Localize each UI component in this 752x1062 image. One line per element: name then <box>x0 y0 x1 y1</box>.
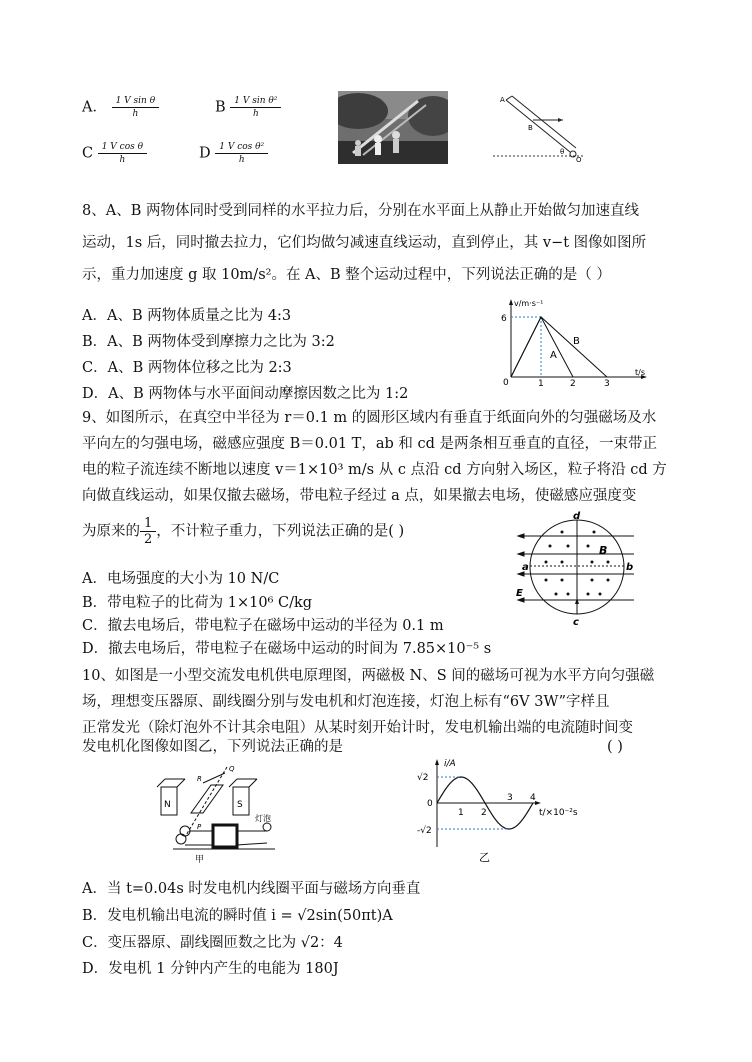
q8-graph-x1: 1 <box>538 379 544 387</box>
q10-graph-x1: 1 <box>458 808 464 818</box>
q9-stem-line-1: 9、如图所示，在真空中半径为 r＝0.1 m 的圆形区域内有垂直于纸面向外的匀强磁场及水 <box>82 410 657 426</box>
q8-stem-line-3: 示，重力加速度 g 取 10m/s²。在 A、B 整个运动过程中，下列说法正确的是（ ） <box>82 267 611 283</box>
q9-option-b: B．带电粒子的比荷为 1×10⁶ C/kg <box>82 595 313 611</box>
q10-label-n: N <box>164 800 171 810</box>
q7-label-a: A <box>500 96 505 104</box>
q8-option-b: B．A、B 两物体受到摩擦力之比为 3:2 <box>82 334 335 350</box>
q9-option-c: C．撤去电场后，带电粒子在磁场中运动的半径为 0.1 m <box>82 618 444 634</box>
q9-label-bfield: B <box>599 544 608 557</box>
q10-graph-x0: 0 <box>427 799 433 809</box>
q8-graph-ylabel: v/m·s⁻¹ <box>514 299 544 308</box>
q9-field-diagram <box>510 508 645 626</box>
q10-graph-x3: 3 <box>507 793 513 803</box>
q8-graph-xlabel: t/s <box>635 368 645 377</box>
q8-option-c: C．A、B 两物体位移之比为 2:3 <box>82 360 292 376</box>
q8-graph-x0: 0 <box>503 378 509 387</box>
q7-option-d-fraction: $\frac{\text{1 V cos θ²}}{h}$ <box>215 141 268 166</box>
q7-label-theta: θ <box>560 148 565 156</box>
q8-option-a: A．A、B 两物体质量之比为 4:3 <box>82 308 292 324</box>
q7-option-a: A． $\frac{\text{1 V sin θ}}{h}$ <box>82 95 159 120</box>
q9-label-b: b <box>626 562 634 573</box>
q8-graph-y6: 6 <box>501 314 507 324</box>
q8-stem-line-2: 运动，1s 后，同时撤去拉力，它们均做匀减速直线运动，直到停止，其 v−t 图像如图所 <box>82 235 647 251</box>
q10-stem-line-2: 场，理想变压器原、副线圈分别与发电机和灯泡连接，灯泡上标有“6V 3W”字样且 <box>82 694 610 710</box>
q8-option-d: D．A、B 两物体与水平面间动摩擦因数之比为 1:2 <box>82 386 409 402</box>
q8-graph-x2: 2 <box>570 379 576 387</box>
q10-stem-line-1: 10、如图是一小型交流发电机供电原理图，两磁极 N、S 间的磁场可视为水平方向匀强磁 <box>82 668 655 684</box>
q10-current-graph <box>417 755 617 867</box>
q7-photo-drawing <box>338 91 448 164</box>
q9-label-efield: E <box>516 588 523 599</box>
q7-option-a-fraction: $\frac{\text{1 V sin θ}}{h}$ <box>112 95 160 120</box>
q10-caption-yi: 乙 <box>479 851 490 864</box>
q10-graph-ybot: -√2 <box>417 826 432 836</box>
q8-vt-graph <box>495 295 655 387</box>
q7-photo <box>338 91 448 164</box>
q7-option-c-fraction: $\frac{\text{1 V cos θ}}{h}$ <box>98 141 147 166</box>
q7-label-b: B <box>528 124 533 132</box>
q10-graph-x4: 4 <box>530 793 536 803</box>
q9-option-a: A．电场强度的大小为 10 N/C <box>82 571 280 587</box>
q9-option-d: D．撤去电场后，带电粒子在磁场中运动的时间为 7.85×10⁻⁵ s <box>82 641 492 657</box>
q9-label-d: d <box>573 511 581 522</box>
q10-option-a: A．当 t=0.04s 时发电机内线圈平面与磁场方向垂直 <box>82 881 421 897</box>
q10-label-p: P <box>197 823 202 831</box>
q9-stem-line-5: 为原来的 $\frac{1}{2}$ ，不计粒子重力，下列说法正确的是( ) <box>82 516 405 547</box>
q10-graph-ytop: √2 <box>417 773 429 783</box>
q10-stem-line-3: 正常发光（除灯泡外不计其余电阻）从某时刻开始计时，发电机输出端的电流随时间变 <box>82 720 633 736</box>
q10-answer-paren: ( ) <box>607 739 623 755</box>
q10-graph-x2: 2 <box>481 808 487 818</box>
q9-label-a: a <box>522 562 529 573</box>
q10-option-d: D．发电机 1 分钟内产生的电能为 180J <box>82 961 339 977</box>
q9-stem-line-2: 平向左的匀强电场，磁感应强度 B＝0.01 T，ab 和 cd 是两条相互垂直的直径，一束带正 <box>82 436 657 452</box>
q9-half-fraction: $\frac{1}{2}$ <box>140 516 156 547</box>
q10-label-lamp: 灯泡 <box>255 814 271 823</box>
q10-label-r: R <box>197 775 202 783</box>
q7-label-o: O <box>576 156 582 164</box>
q10-option-c: C．变压器原、副线圈匝数之比为 √2：4 <box>82 935 343 951</box>
q8-stem-line-1: 8、A、B 两物体同时受到同样的水平拉力后，分别在水平面上从静止开始做匀加速直线 <box>82 203 639 219</box>
q9-label-c: c <box>573 617 579 626</box>
q7-option-b: B $\frac{\text{1 V sin θ²}}{h}$ <box>215 95 281 120</box>
q9-stem-line-4: 向做直线运动，如果仅撤去磁场，带电粒子经过 a 点，如果撤去电场，使磁感应强度变 <box>82 488 637 504</box>
q10-graph-ylabel: i/A <box>444 759 456 769</box>
q7-option-b-fraction: $\frac{\text{1 V sin θ²}}{h}$ <box>230 95 281 120</box>
q10-caption-jia: 甲 <box>195 855 205 865</box>
q8-graph-label-a: A <box>550 350 557 361</box>
q7-rod-diagram <box>488 92 588 164</box>
q10-label-q: Q <box>229 765 235 773</box>
q10-option-b: B．发电机输出电流的瞬时值 i = √2sin(50πt)A <box>82 908 393 924</box>
q9-stem-line-3: 电的粒子流连续不断地以速度 v＝1×10³ m/s 从 c 点沿 cd 方向射入场区，粒子将沿 cd 方 <box>82 462 667 478</box>
q10-generator-diagram <box>155 765 285 865</box>
q10-graph-xlabel: t/×10⁻²s <box>539 808 578 818</box>
q10-stem-line-4: 发电机化图像如图乙，下列说法正确的是 <box>82 739 343 755</box>
q8-graph-label-b: B <box>573 336 580 347</box>
q7-option-c: C $\frac{\text{1 V cos θ}}{h}$ <box>82 141 147 166</box>
q7-option-d: D $\frac{\text{1 V cos θ²}}{h}$ <box>199 141 268 166</box>
q8-graph-x3: 3 <box>604 379 610 387</box>
q10-label-s: S <box>237 800 243 810</box>
